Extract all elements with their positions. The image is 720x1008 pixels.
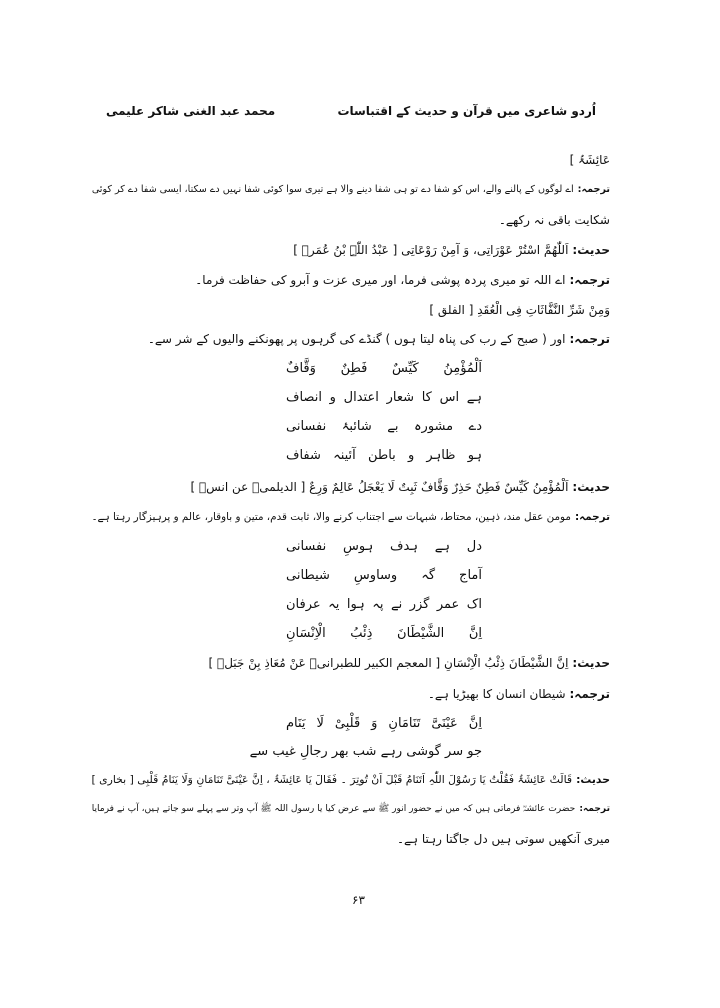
verse-line: اِنَّ عَیْنَیَّ تَنَامَانِ وَ قَلْبِیْ لَا یَنَام: [286, 716, 482, 731]
verse-line: ہے اس کا شعار اعتدال و انصاف: [286, 390, 483, 405]
hadith-line: حدیث:قَالَتْ عَائِشَۃُ فَقُلْتُ یَا رَسُوْلَ اللّٰہِ اَتَنَامُ قَبْلَ اَنْ تُوتِرَ ۔ فَقَالَ یَا عَائِشَۃُ ، اِنَّ عَیْنَیَّ تَنَامَانِ وَلَا یَنَامُ قَلْبِی [ بخاری ]: [91, 773, 610, 786]
book-title-header: اُردو شاعری میں قرآن و حدیث کے اقتباسات: [337, 104, 596, 118]
text-line: میری آنکھیں سوتی ہیں دل جاگتا رہتا ہے۔: [396, 832, 610, 846]
hadith-line: حدیث:اَللّٰھُمَّ اسْتُرْ عَوْرَاتِی، وَ آمِنْ رَوْعَاتِی [ عَبْدُ اللّٰہِ بْنُ عُمَرؓ ]: [293, 243, 610, 257]
quran-line: وَمِنْ شَرِّ النَّفَّاثَاتِ فِی الْعُقَدِ [ الفلق ]: [429, 303, 610, 317]
verse-line: ہو ظاہر و باطن آئینہ شفاف: [286, 448, 483, 463]
translation-line: ترجمہ:شیطان انسان کا بھیڑیا ہے۔: [427, 687, 610, 701]
translation-line: ترجمہ:اور ( صبح کے رب کی پناہ لیتا ہوں ) گنڈے کی گرہوں پر پھونکنے والیوں کے شر سے۔: [147, 332, 610, 346]
verse-line: دے مشورہ بے شائبۂ نفسانی: [286, 419, 482, 434]
translation-line: ترجمہ:حضرت عائشہؓ فرماتی ہیں کہ میں نے حضور انور ﷺ سے عرض کیا یا رسول اللہ ﷺ آپ وتر سے پہلے سو جاتے ہیں، آپ نے فرمایا: [91, 804, 610, 814]
verse-line: اَلْمُؤْمِنُ کَیِّسٌ فَطِنٌ وَقَّافٌ: [286, 361, 482, 376]
translation-line: ترجمہ:اے لوگوں کے پالنے والے، اس کو شفا دے تو ہی شفا دینے والا ہے تیری سوا کوئی شفا نہیں دے سکتا، ایسی شفا دے کر کوئی: [91, 184, 610, 195]
verse-line: آماج گہ وساوسِ شیطانی: [286, 568, 482, 583]
text-line: شکایت باقی نہ رکھے۔: [498, 213, 610, 227]
verse-line: جو سر گوشی رہے شب بھر رجالِ غیب سے: [249, 744, 482, 759]
translation-line: ترجمہ:اے اللہ تو میری پردہ پوشی فرما، اور میری عزت و آبرو کی حفاظت فرما۔: [195, 273, 610, 287]
translation-line: ترجمہ:مومن عقل مند، ذہین، محتاط، شبہات سے اجتناب کرنے والا، ثابت قدم، متین و باوقار، عالم و پرہیزگار رہتا ہے۔: [91, 511, 610, 523]
hadith-line: حدیث:اِنَّ الشَّیْطَانَ ذِئْبُ الْاِنْسَانِ [ المعجم الکبیر للطبرانی۔ عَنْ مُعَاذِ بِنْ جَبَلؓ ]: [208, 656, 610, 670]
text-line: عَائِشَۃُ ]: [569, 153, 610, 167]
page-number: ۶۳: [352, 893, 365, 907]
verse-line: اِنَّ الشَّیْطَانَ ذِئْبُ الْاِنْسَانِ: [286, 626, 483, 641]
verse-line: دل ہے ہدف ہوسِ نفسانی: [286, 539, 482, 554]
verse-line: اک عمر گزر نے پہ ہوا یہ عرفان: [286, 597, 482, 612]
author-header: محمد عبد الغنی شاکر علیمی: [106, 104, 276, 118]
hadith-line: حدیث:اَلْمُؤْمِنُ کَیِّسٌ فَطِنٌ حَذِرٌ وَقَّافٌ ثَبِتٌ لَا یَعْجَلُ عَالِمٌ وَرِعٌ [ الدیلمی۔ عن انسؓ ]: [190, 480, 610, 494]
